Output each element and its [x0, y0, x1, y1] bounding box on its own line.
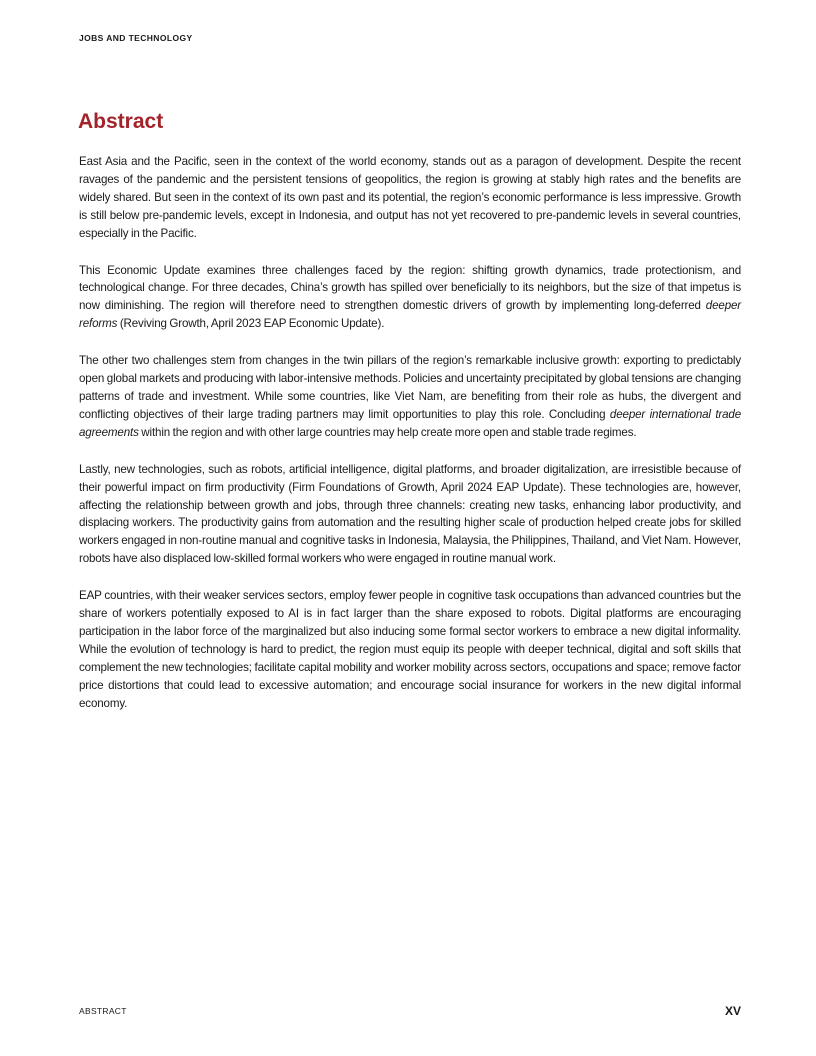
- footer-section-label: ABSTRACT: [79, 1006, 127, 1016]
- page-title: Abstract: [78, 110, 164, 133]
- running-header: JOBS AND TECHNOLOGY: [79, 33, 193, 43]
- paragraph-1: East Asia and the Pacific, seen in the context of the world economy, stands out as a paragon of development. Despite the recent ravages of the pandemic and the persistent tensions of geopolitics, the region is growing at stably high rates and the benefits are widely shared. But seen in the context of its own past and its potential, the region’s economic performance is less impressive. Growth is still below pre-pandemic levels, except in Indonesia, and output has not yet recovered to pre-pandemic levels in several countries, especially in the Pacific.: [79, 155, 741, 240]
- paragraph-3-text-end: within the region and with other large countries may help create more open and stable trade regimes.: [138, 425, 637, 439]
- paragraph-2: [79, 262, 741, 334]
- paragraph-4: Lastly, new technologies, such as robots, artificial intelligence, digital platforms, and broader digitalization, are irresistible because of their powerful impact on firm productivity (Firm Foundations of Growth, April 2024 EAP Update). These technologies are, however, affecting the relationship between growth and jobs, through three channels: creating new tasks, enhancing labor productivity, and displacing workers. The productivity gains from automation and the resulting higher scale of production helped create jobs for skilled workers engaged in non-routine manual and cognitive tasks in Indonesia, Malaysia, the Philippines, Thailand, and Viet Nam. However, robots have also displaced low-skilled formal workers who were engaged in routine manual work.: [79, 462, 741, 566]
- abstract-body: [79, 153, 741, 731]
- paragraph-2-text-start: This Economic Update examines three challenges faced by the region: shifting growth dynamics, trade protectionism, and technological change. For three decades, China’s growth has spilled over beneficially to its neighbors, but the size of that impetus is now diminishing. The region will therefore need to strengthen domestic drivers of growth by implementing long-deferred: [79, 263, 741, 313]
- paragraph-3-emphasis: deeper international trade agreements: [79, 407, 742, 439]
- paragraph-5: EAP countries, with their weaker services sectors, employ fewer people in cognitive task occupations than advanced countries but the share of workers potentially exposed to AI is in fact larger than the share exposed to robots. Digital platforms are encouraging participation in the labor force of the marginalized but also inducing some formal sector workers to embrace a new digital informality. While the evolution of technology is hard to predict, the region must equip its people with deeper technical, digital and soft skills that complement the new technologies; facilitate capital mobility and worker mobility across sectors, occupations and space; remove factor price distortions that could lead to excessive automation; and encourage social insurance for workers in the new digital informal economy.: [79, 589, 741, 710]
- paragraph-3-text-start: The other two challenges stem from changes in the twin pillars of the region’s remarkable inclusive growth: exporting to predictably open global markets and producing with labor-intensive methods. Policies and uncertainty precipitated by global tensions are changing patterns of trade and investment. While some countries, like Viet Nam, are benefiting from their role as hubs, the divergent and conflicting objectives of their large trading partners may limit opportunities to play this role. Concluding: [79, 354, 741, 421]
- paragraph-3: [79, 352, 741, 442]
- page-number: XV: [724, 1004, 741, 1018]
- paragraph-2-emphasis: deeper reforms: [79, 299, 741, 331]
- paragraph-2-text-end: (Reviving Growth, April 2023 EAP Economic Update).: [117, 317, 385, 331]
